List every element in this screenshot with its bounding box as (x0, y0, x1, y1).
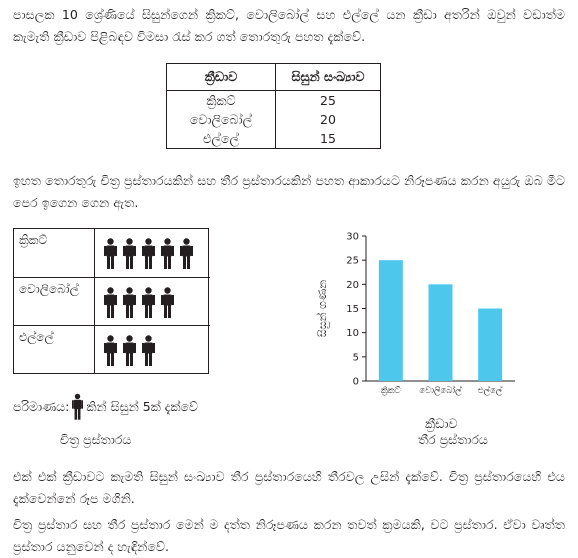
pictograph-row (14, 229, 210, 277)
x-tick-label: ක්‍රිකට් (380, 386, 401, 396)
third-paragraph: එක් එක් ක්‍රීඩාවට කැමති සිසුන් සංඛ්‍යාව තීර ප්‍රස්තාරයෙහි තීරවල උසින් දැක්වේ. චිත්‍ර ප්‍රස්තාරයෙහි එය දැක්වෙන්නේ රූප මගිනි. (13, 469, 565, 506)
x-tick-label: වොලිබෝල් (419, 386, 462, 396)
table-row (167, 110, 381, 129)
y-tick-label: 0 (352, 376, 359, 388)
pictograph-caption: චිත්‍ර ප්‍රස්තාරය (60, 432, 132, 447)
bar-chart (310, 226, 530, 408)
bar-chart-caption: තීර ප්‍රස්තාරය (418, 432, 488, 447)
person-icon (123, 335, 136, 367)
scale-suffix: කින් සිසුන් 5ක් දැක්වේ (86, 399, 199, 414)
sport-cell: වොලිබෝල් (167, 110, 276, 129)
pictograph-label: වොලිබෝල් (19, 282, 79, 296)
person-icon (72, 393, 83, 421)
person-icon (104, 335, 117, 367)
x-axis-label: ක්‍රීඩාව (425, 416, 458, 431)
sport-cell: එල්ලේ (167, 129, 276, 149)
pictograph-icons (104, 335, 155, 367)
person-icon (104, 287, 117, 319)
pictograph-scale (13, 393, 198, 421)
header-count: සිසුන් සංඛ්‍යාව (276, 64, 381, 91)
bar (478, 309, 502, 382)
second-paragraph: ඉහත තොරතුරු චිත්‍ර ප්‍රස්තාරයකින් සහ තීර ප්‍රස්තාරයකින් පහත ආකාරයට නිරූපණය කරන අයුරු ඔබ මීට පෙර ඉගෙන ගෙන ඇත. (13, 173, 566, 210)
scale-prefix: පරිමාණය: (13, 399, 70, 414)
person-icon (142, 287, 155, 319)
person-icon (123, 238, 136, 270)
bar (429, 284, 453, 381)
person-icon (161, 238, 174, 270)
person-icon (123, 287, 136, 319)
pictograph-row (14, 325, 210, 375)
pictograph (13, 228, 209, 374)
bar (379, 260, 403, 381)
count-cell: 25 (276, 91, 381, 111)
table-row (167, 129, 381, 149)
person-icon (142, 335, 155, 367)
x-tick-label: එල්ලේ (477, 386, 503, 396)
pictograph-divider (94, 229, 95, 373)
person-icon (104, 238, 117, 270)
count-cell: 20 (276, 110, 381, 129)
y-tick-label: 25 (346, 255, 359, 267)
y-tick-label: 10 (346, 328, 359, 340)
person-icon (180, 238, 193, 270)
pictograph-icons (104, 238, 193, 270)
y-tick-label: 30 (346, 231, 359, 243)
pictograph-label: ක්‍රිකට් (19, 233, 48, 247)
person-icon (161, 287, 174, 319)
pictograph-icons (104, 287, 174, 319)
pictograph-label: එල්ලේ (19, 330, 54, 344)
y-tick-label: 20 (346, 279, 359, 291)
y-axis-label: සිසුන් ගණන (316, 279, 329, 338)
y-tick-label: 5 (352, 352, 359, 364)
pictograph-row (14, 277, 210, 326)
y-tick-label: 15 (346, 304, 359, 315)
fourth-paragraph: චිත්‍ර ප්‍රස්තාර සහ තීර ප්‍රස්තාර මෙන් ම දත්ත නිරූපණය කරන තවත් ක්‍රමයකි, වට ප්‍රස්තාර. ඒවා වෘත්ත ප්‍රස්තාර යනුවෙන් ද හැඳින්වේ. (13, 517, 565, 554)
sports-data-table (166, 63, 381, 149)
count-cell: 15 (276, 129, 381, 149)
intro-paragraph: පාසලක 10 ශ්‍රේණියේ සිසුන්ගෙන් ක්‍රිකට්, වොලිබෝල් සහ එල්ලේ යන ක්‍රීඩා අතරින් ඔවුන් වඩාත්ම කැමැති ක්‍රීඩාව පිළිබඳව විමසා රැස් කර ගත් තොරතුරු පහත දැක්වේ. (13, 7, 565, 44)
sport-cell: ක්‍රිකට් (167, 91, 276, 111)
table-row (167, 91, 381, 111)
person-icon (142, 238, 155, 270)
header-sport: ක්‍රීඩාව (167, 64, 276, 91)
